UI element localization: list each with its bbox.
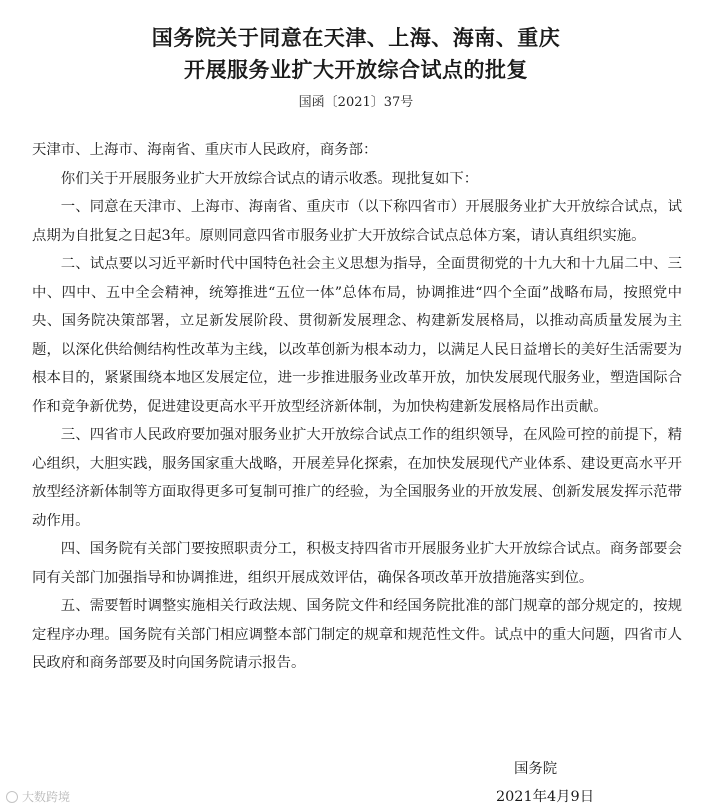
signature-issuer: 国务院 xyxy=(514,761,558,777)
watermark-text: 大数跨境 xyxy=(22,790,71,804)
paragraph-1: 一、同意在天津市、上海市、海南省、重庆市（以下称四省市）开展服务业扩大开放综合试点，试点期为自批复之日起3年。原则同意四省市服务业扩大开放综合试点总体方案，请认真组织实施。 xyxy=(32,199,682,244)
document-title-line2: 开展服务业扩大开放综合试点的批复 xyxy=(184,57,528,82)
paragraph-4: 四、国务院有关部门要按照职责分工，积极支持四省市开展服务业扩大开放综合试点。商务部要会同有关部门加强指导和协调推进，组织开展成效评估，确保各项改革开放措施落实到位。 xyxy=(32,541,682,586)
document-title-line1: 国务院关于同意在天津、上海、海南、重庆 xyxy=(151,25,561,50)
paragraph-intro: 你们关于开展服务业扩大开放综合试点的请示收悉。现批复如下： xyxy=(60,170,479,187)
paragraph-2: 二、试点要以习近平新时代中国特色社会主义思想为指导，全面贯彻党的十九大和十九届二中、三中、四中、五中全会精神，统筹推进“五位一体”总体布局，协调推进“四个全面”战略布局，按照党中央、国务院决策部署，立足新发展阶段、贯彻新发展理念、构建新发展格局，以推动高质量发展为主题，以深化供给侧结构性改革为主线，以改革创新为根本动力，以满足人民日益增长的美好生活需要为根本目的，紧紧围绕本地区发展定位，进一步推进服务业改革开放，加快发展现代服务业，塑造国际合作和竞争新优势，促进建设更高水平开放型经济新体制，为加快构建新发展格局作出贡献。 xyxy=(32,256,682,415)
paragraph-5: 五、需要暂时调整实施相关行政法规、国务院文件和经国务院批准的部门规章的部分规定的，按规定程序办理。国务院有关部门相应调整本部门制定的规章和规范性文件。试点中的重大问题，四省市人民政府和商务部要及时向国务院请示报告。 xyxy=(32,598,682,671)
salutation: 天津市、上海市、海南省、重庆市人民政府，商务部： xyxy=(32,142,378,158)
signature-date: 2021年4月9日 xyxy=(496,789,595,805)
watermark xyxy=(6,788,70,805)
document-number: 国函〔2021〕37号 xyxy=(298,95,414,110)
document-body xyxy=(32,136,682,678)
watermark-logo-icon xyxy=(6,791,18,803)
paragraph-3: 三、四省市人民政府要加强对服务业扩大开放综合试点工作的组织领导，在风险可控的前提下，精心组织，大胆实践，服务国家重大战略，开展差异化探索，在加快发展现代产业体系、建设更高水平开放型经济新体制等方面取得更多可复制可推广的经验，为全国服务业的开放发展、创新发展发挥示范带动作用。 xyxy=(32,427,682,529)
